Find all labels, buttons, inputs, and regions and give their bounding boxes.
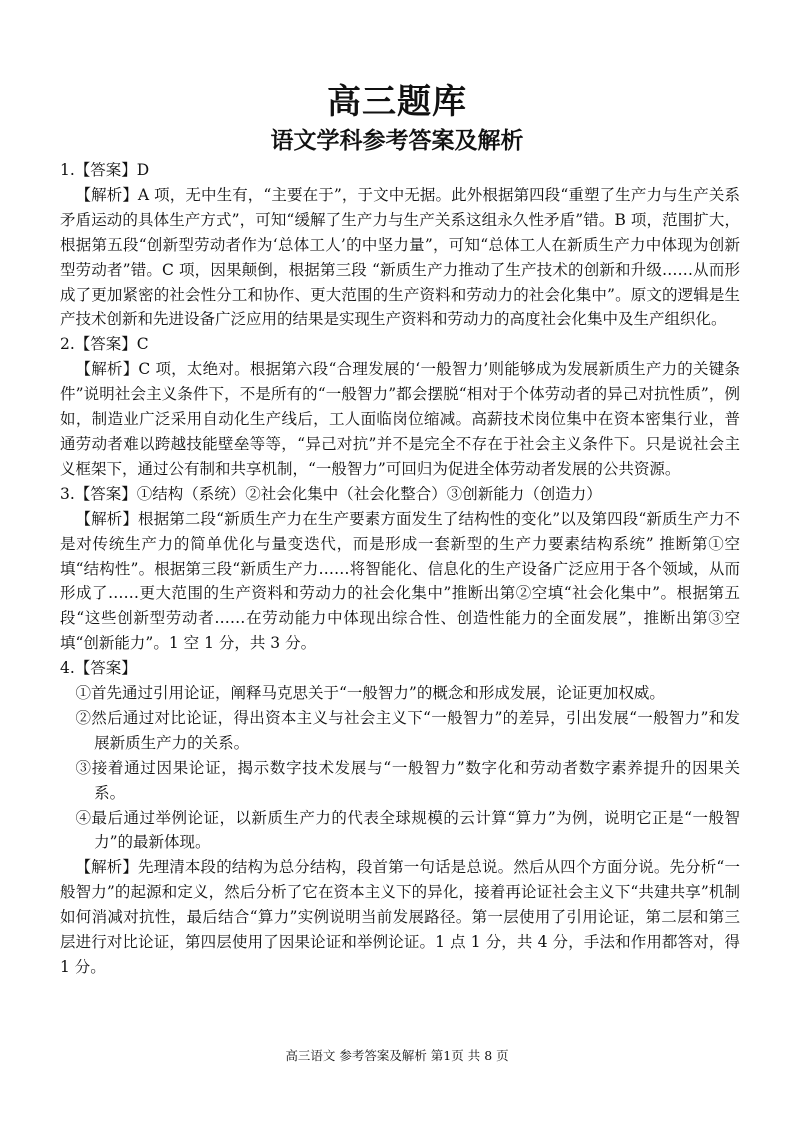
q2-answer: 2.【答案】C — [60, 335, 149, 354]
answer-content — [60, 158, 740, 980]
q3-analysis: 【解析】根据第二段“新质生产力在生产要素方面发生了结构性的变化”以及第四段“新质生产力不是对传统生产力的简单优化与量变迭代，而是形成一套新型的生产力要素结构系统” 推断第①空填“结构性”。根据第三段“新质生产力……将智能化、信息化的生产设备广泛应用于各个领域，从而形成了……更大范围的生产资料和劳动力的社会化集中”推断出第②空填“社会化集中”。根据第五段“这些创新型劳动者……在劳动能力中体现出综合性、创造性能力的全面发展”，推断出第③空填“创新能力”。1 空 1 分，共 3 分。 — [60, 509, 740, 653]
q1-answer: 1.【答案】D — [60, 161, 150, 179]
page-subtitle: 语文学科参考答案及解析 — [270, 128, 524, 154]
q4-point: ②然后通过对比论证，得出资本主义与社会主义下“一般智力”的差异，引出发展“一般智力”和发展新质生产力的关系。 — [75, 708, 740, 752]
q3-answer: 3.【答案】①结构（系统）②社会化集中（社会化整合）③创新能力（创造力） — [60, 484, 602, 503]
page-title: 高三题库 — [327, 82, 467, 122]
q4-analysis: 【解析】先理清本段的结构为总分结构，段首第一句话是总说。然后从四个方面分说。先分析“一般智力”的起源和定义，然后分析了它在资本主义下的异化，接着再论证社会主义下“共建共享”机制如何消减对抗性，最后结合“算力”实例说明当前发展路径。第一层使用了引用论证，第二层和第三层进行对比论证，第四层使用了因果论证和举例论证。1 点 1 分，共 4 分，手法和作用都答对，得 1 分。 — [60, 858, 740, 976]
q2-analysis: 【解析】C 项，太绝对。根据第六段“合理发展的‘一般智力’则能够成为发展新质生产力的关键条件”说明社会主义条件下，不是所有的“一般智力”都会摆脱“相对于个体劳动者的异己对抗性质”，例如，制造业广泛采用自动化生产线后，工人面临岗位缩减。高薪技术岗位集中在资本密集行业，普通劳动者难以跨越技能壁垒等等，“异己对抗”并不是完全不存在于社会主义条件下。只是说社会主义框架下，通过公有制和共享机制，“一般智力”可回归为促进全体劳动者发展的公共资源。 — [60, 360, 740, 478]
page-footer: 高三语文 参考答案及解析 第1页 共 8 页 — [285, 1048, 509, 1063]
q4-point: ①首先通过引用论证，阐释马克思关于“一般智力”的概念和形成发展，论证更加权威。 — [75, 684, 665, 703]
q4-point: ④最后通过举例论证，以新质生产力的代表全球规模的云计算“算力”为例，说明它正是“一般智力”的最新体现。 — [75, 808, 740, 852]
q1-analysis: 【解析】A 项，无中生有，“主要在于”，于文中无据。此外根据第四段“重塑了生产力与生产关系矛盾运动的具体生产方式”，可知“缓解了生产力与生产关系这组永久性矛盾”错。B 项，范围扩大，根据第五段“创新型劳动者作为‘总体工人’的中坚力量”，可知“总体工人在新质生产力中体现为创新型劳动者”错。C 项，因果颠倒，根据第三段 “新质生产力推动了生产技术的创新和升级……从而形成了更加紧密的社会性分工和协作、更大范围的生产资料和劳动力的社会化集中”。原文的逻辑是生产技术创新和先进设备广泛应用的结果是实现生产资料和劳动力的高度社会化集中及生产组织化。 — [60, 185, 740, 329]
q4-answer: 4.【答案】 — [60, 659, 137, 678]
q4-point: ③接着通过因果论证，揭示数字技术发展与“一般智力”数字化和劳动者数字素养提升的因果关系。 — [75, 758, 740, 802]
